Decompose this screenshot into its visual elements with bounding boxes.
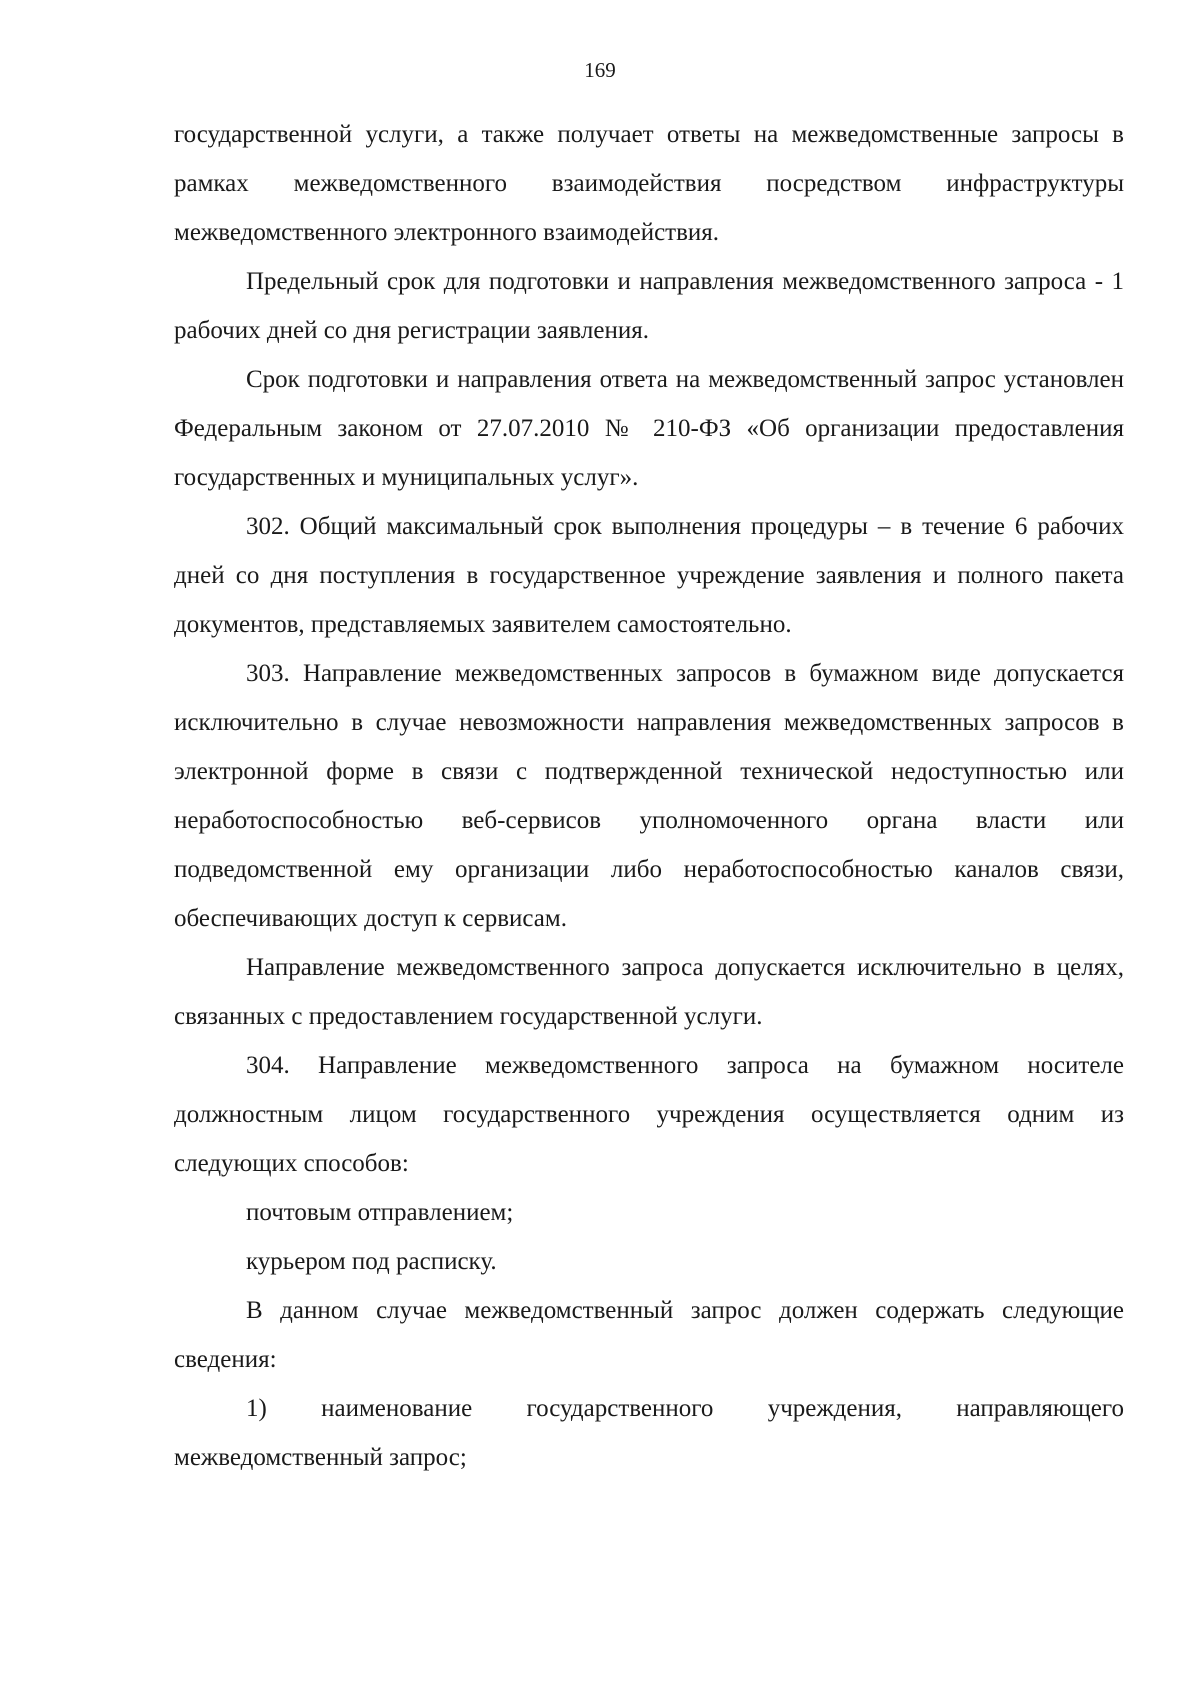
paragraph-continuation: государственной услуги, а также получает ответы на межведомственные запросы в рамках межведомственного взаимодействия посредством инфраструктуры межведомственного электронного взаимодействия.	[174, 121, 1124, 246]
document-body	[174, 110, 1124, 1482]
paragraph-item-1: 1) наименование государственного учреждения, направляющего межведомственный запрос;	[174, 1395, 1124, 1471]
paragraph-method-courier: курьером под расписку.	[246, 1248, 497, 1275]
paragraph-deadline: Предельный срок для подготовки и направления межведомственного запроса - 1 рабочих дней со дня регистрации заявления.	[174, 268, 1124, 344]
page-number: 169	[584, 58, 616, 82]
paragraph-304: 304. Направление межведомственного запроса на бумажном носителе должностным лицом государственного учреждения осуществляется одним из следующих способов:	[174, 1052, 1124, 1177]
paragraph-purpose: Направление межведомственного запроса допускается исключительно в целях, связанных с предоставлением государственной услуги.	[174, 954, 1124, 1030]
paragraph-response-term: Срок подготовки и направления ответа на межведомственный запрос установлен Федеральным законом от 27.07.2010 № 210-ФЗ «Об организации предоставления государственных и муниципальных услуг».	[174, 366, 1124, 491]
paragraph-method-post: почтовым отправлением;	[246, 1199, 514, 1226]
paragraph-request-contents: В данном случае межведомственный запрос должен содержать следующие сведения:	[174, 1297, 1124, 1373]
paragraph-303: 303. Направление межведомственных запросов в бумажном виде допускается исключительно в случае невозможности направления межведомственных запросов в электронной форме в связи с подтвержденной технической недоступностью или неработоспособностью веб-сервисов уполномоченного органа власти или подведомственной ему организации либо неработоспособностью каналов связи, обеспечивающих доступ к сервисам.	[174, 660, 1124, 932]
paragraph-302: 302. Общий максимальный срок выполнения процедуры – в течение 6 рабочих дней со дня поступления в государственное учреждение заявления и полного пакета документов, представляемых заявителем самостоятельно.	[174, 513, 1124, 638]
